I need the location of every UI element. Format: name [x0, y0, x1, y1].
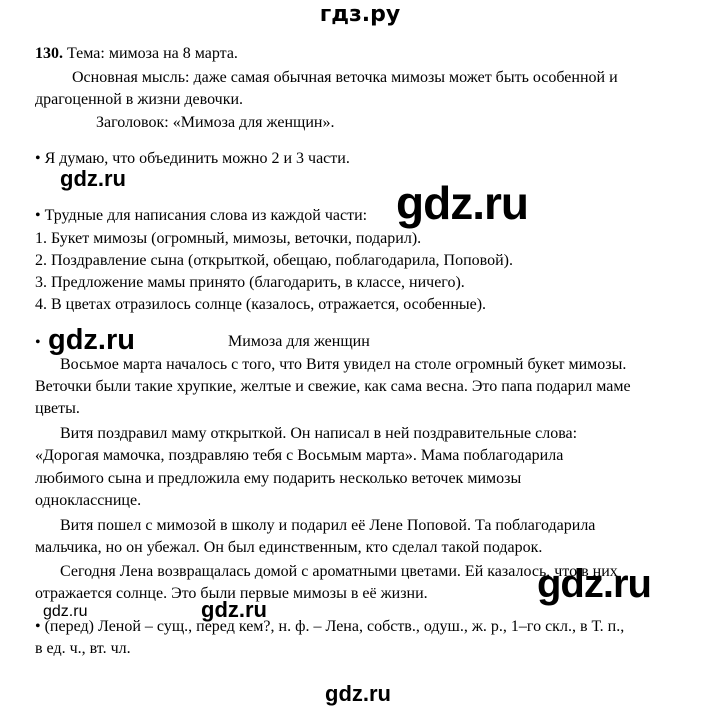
- essay-line: Сегодня Лена возвращалась домой с ароматными цветами. Ей казалось, что в них: [60, 563, 618, 580]
- part-2-line: 2. Поздравление сына (открыткой, обещаю, поблагодарила, Поповой).: [35, 252, 513, 269]
- bullet: •: [35, 334, 41, 351]
- task-topic-line: [35, 44, 238, 64]
- merge-parts-line: • Я думаю, что объединить можно 2 и 3 части.: [35, 150, 350, 167]
- essay-line: Восьмое марта началось с того, что Витя увидел на столе огромный букет мимозы.: [60, 356, 627, 373]
- watermark: gdz.ru: [60, 166, 126, 191]
- watermark-small: gdz.ru: [43, 603, 88, 620]
- main-idea-line-2: драгоценной в жизни девочки.: [35, 91, 244, 108]
- difficult-words-line: • Трудные для написания слова из каждой части:: [35, 207, 368, 224]
- essay-line: Витя поздравил маму открыткой. Он написал в ней поздравительные слова:: [60, 425, 578, 442]
- part-4-line: 4. В цветах отразилось солнце (казалось, отражается, особенные).: [35, 296, 487, 313]
- watermark: gdz.ru: [201, 597, 267, 622]
- watermark-footer: gdz.ru: [325, 681, 391, 706]
- site-header: гдз.ру: [319, 2, 401, 27]
- main-idea-line: Основная мысль: даже самая обычная веточка мимозы может быть особенной и: [72, 69, 618, 86]
- essay-line: Веточки были такие хрупкие, желтые и свежие, как сама весна. Это папа подарил маме: [35, 378, 631, 395]
- task-number: 130.: [35, 45, 63, 62]
- heading-line: Заголовок: «Мимоза для женщин».: [96, 114, 335, 131]
- part-1-line: 1. Букет мимозы (огромный, мимозы, веточки, подарил).: [35, 230, 422, 247]
- watermark-large: gdz.ru: [396, 177, 528, 229]
- essay-line: отражается солнце. Это были первые мимозы в её жизни.: [35, 585, 428, 602]
- essay-line: «Дорогая мамочка, поздравляю тебя с Восьмым марта». Мама поблагодарила: [35, 447, 564, 464]
- parsing-line-2: в ед. ч., вт. чл.: [35, 640, 131, 657]
- essay-line: любимого сына и предложила ему подарить несколько веточек мимозы: [35, 470, 522, 487]
- parsing-line: • (перед) Леной – сущ., перед кем?, н. ф. – Лена, собств., одуш., ж. р., 1–го скл., в Т. п.,: [35, 618, 625, 635]
- watermark-large: gdz.ru: [537, 562, 651, 606]
- topic-text: Тема: мимоза на 8 марта.: [67, 45, 238, 62]
- essay-line: цветы.: [35, 400, 80, 417]
- watermark: gdz.ru: [48, 324, 135, 356]
- essay-line: Витя пошел с мимозой в школу и подарил её Лене Поповой. Та поблагодарила: [60, 517, 596, 534]
- part-3-line: 3. Предложение мамы принято (благодарить, в классе, ничего).: [35, 274, 465, 291]
- essay-line: однокласснице.: [35, 492, 142, 509]
- essay-line: мальчика, но он убежал. Он был единственным, кто сделал такой подарок.: [35, 539, 543, 556]
- essay-title: Мимоза для женщин: [228, 333, 370, 350]
